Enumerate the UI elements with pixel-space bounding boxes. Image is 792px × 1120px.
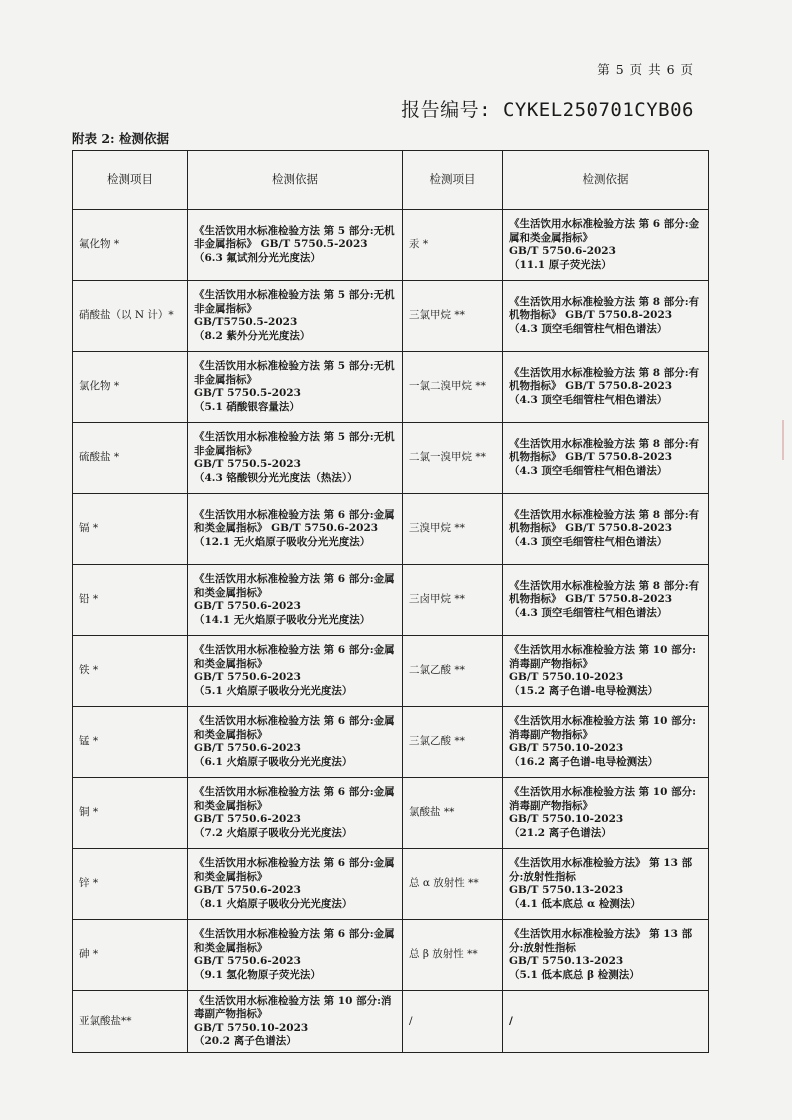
test-item: / xyxy=(403,991,503,1053)
test-basis: 《生活饮用水标准检验方法 第 5 部分:无机非金属指标》 GB/T 5750.5-2023 （5.1 硝酸银容量法） xyxy=(188,352,403,423)
test-basis: 《生活饮用水标准检验方法 第 10 部分:消毒副产物指标》 GB/T 5750.10-2023 （21.2 离子色谱法） xyxy=(503,778,709,849)
test-basis: 《生活饮用水标准检验方法 第 6 部分:金属和类金属指标》 GB/T 5750.6-2023 （14.1 无火焰原子吸收分光光度法） xyxy=(188,565,403,636)
test-item: 一氯二溴甲烷 ** xyxy=(403,352,503,423)
test-item: 氯酸盐 ** xyxy=(403,778,503,849)
report-number: 报告编号: CYKEL250701CYB06 xyxy=(401,99,694,121)
test-basis-table xyxy=(72,150,709,1053)
test-basis: 《生活饮用水标准检验方法 第 10 部分:消毒副产物指标》 GB/T 5750.10-2023 （20.2 离子色谱法） xyxy=(188,991,403,1053)
test-item: 铅 * xyxy=(73,565,188,636)
test-item: 氟化物 * xyxy=(73,210,188,281)
test-item: 铜 * xyxy=(73,778,188,849)
test-item: 三溴甲烷 ** xyxy=(403,494,503,565)
test-item: 二氯一溴甲烷 ** xyxy=(403,423,503,494)
header-test-item-1: 检测项目 xyxy=(73,151,188,210)
test-item: 三氯乙酸 ** xyxy=(403,707,503,778)
test-item: 二氯乙酸 ** xyxy=(403,636,503,707)
header-test-basis-1: 检测依据 xyxy=(188,151,403,210)
test-basis: 《生活饮用水标准检验方法 第 8 部分:有机物指标》 GB/T 5750.8-2023 （4.3 顶空毛细管柱气相色谱法） xyxy=(503,494,709,565)
test-basis: 《生活饮用水标准检验方法 第 6 部分:金属和类金属指标》 GB/T 5750.6-2023 （8.1 火焰原子吸收分光光度法） xyxy=(188,849,403,920)
table-caption: 附表 2: 检测依据 xyxy=(72,131,170,146)
test-basis: 《生活饮用水标准检验方法 第 5 部分:无机非金属指标》 GB/T 5750.5-2023 （6.3 氟试剂分光光度法） xyxy=(188,210,403,281)
test-basis: 《生活饮用水标准检验方法 第 6 部分:金属和类金属指标》 GB/T 5750.6-2023 （11.1 原子荧光法） xyxy=(503,210,709,281)
test-item: 硫酸盐 * xyxy=(73,423,188,494)
table-header-row xyxy=(73,151,709,210)
test-item: 总 α 放射性 ** xyxy=(403,849,503,920)
table-row xyxy=(73,849,709,920)
test-item: 氯化物 * xyxy=(73,352,188,423)
header-test-basis-2: 检测依据 xyxy=(503,151,709,210)
test-basis: 《生活饮用水标准检验方法 第 8 部分:有机物指标》 GB/T 5750.8-2023 （4.3 顶空毛细管柱气相色谱法） xyxy=(503,352,709,423)
table-row xyxy=(73,423,709,494)
test-basis: 《生活饮用水标准检验方法 第 5 部分:无机非金属指标》 GB/T5750.5-2023 （8.2 紫外分光光度法） xyxy=(188,281,403,352)
table-row xyxy=(73,778,709,849)
test-item: 铁 * xyxy=(73,636,188,707)
test-basis: 《生活饮用水标准检验方法 第 10 部分:消毒副产物指标》 GB/T 5750.10-2023 （15.2 离子色谱-电导检测法） xyxy=(503,636,709,707)
table-row xyxy=(73,352,709,423)
table-row xyxy=(73,565,709,636)
test-basis: 《生活饮用水标准检验方法 第 8 部分:有机物指标》 GB/T 5750.8-2023 （4.3 顶空毛细管柱气相色谱法） xyxy=(503,281,709,352)
table-row xyxy=(73,920,709,991)
seal-edge-mark xyxy=(768,420,784,460)
test-basis: 《生活饮用水标准检验方法》 第 13 部分:放射性指标 GB/T 5750.13-2023 （4.1 低本底总 α 检测法） xyxy=(503,849,709,920)
test-basis: 《生活饮用水标准检验方法 第 6 部分:金属和类金属指标》 GB/T 5750.6-2023 （12.1 无火焰原子吸收分光光度法） xyxy=(188,494,403,565)
test-item: 三氯甲烷 ** xyxy=(403,281,503,352)
test-item: 亚氯酸盐** xyxy=(73,991,188,1053)
test-basis: 《生活饮用水标准检验方法 第 6 部分:金属和类金属指标》 GB/T 5750.6-2023 （5.1 火焰原子吸收分光光度法） xyxy=(188,636,403,707)
header-test-item-2: 检测项目 xyxy=(403,151,503,210)
table-row xyxy=(73,494,709,565)
test-basis: 《生活饮用水标准检验方法 第 6 部分:金属和类金属指标》 GB/T 5750.6-2023 （7.2 火焰原子吸收分光光度法） xyxy=(188,778,403,849)
page-number: 第 5 页 共 6 页 xyxy=(597,62,694,77)
test-item: 三卤甲烷 ** xyxy=(403,565,503,636)
table-row xyxy=(73,991,709,1053)
test-item: 汞 * xyxy=(403,210,503,281)
test-basis: 《生活饮用水标准检验方法 第 6 部分:金属和类金属指标》 GB/T 5750.6-2023 （6.1 火焰原子吸收分光光度法） xyxy=(188,707,403,778)
test-basis: 《生活饮用水标准检验方法 第 8 部分:有机物指标》 GB/T 5750.8-2023 （4.3 顶空毛细管柱气相色谱法） xyxy=(503,423,709,494)
test-item: 砷 * xyxy=(73,920,188,991)
test-item: 锰 * xyxy=(73,707,188,778)
test-basis: / xyxy=(503,991,709,1053)
table-row xyxy=(73,636,709,707)
test-item: 总 β 放射性 ** xyxy=(403,920,503,991)
test-basis: 《生活饮用水标准检验方法 第 5 部分:无机非金属指标》 GB/T 5750.5-2023 （4.3 铬酸钡分光光度法（热法）） xyxy=(188,423,403,494)
test-basis: 《生活饮用水标准检验方法 第 10 部分:消毒副产物指标》 GB/T 5750.10-2023 （16.2 离子色谱-电导检测法） xyxy=(503,707,709,778)
test-item: 锌 * xyxy=(73,849,188,920)
table-row xyxy=(73,281,709,352)
test-basis: 《生活饮用水标准检验方法 第 6 部分:金属和类金属指标》 GB/T 5750.6-2023 （9.1 氢化物原子荧光法） xyxy=(188,920,403,991)
test-basis: 《生活饮用水标准检验方法》 第 13 部分:放射性指标 GB/T 5750.13-2023 （5.1 低本底总 β 检测法） xyxy=(503,920,709,991)
test-item: 硝酸盐（以 N 计）* xyxy=(73,281,188,352)
table-row xyxy=(73,210,709,281)
table-row xyxy=(73,707,709,778)
test-basis: 《生活饮用水标准检验方法 第 8 部分:有机物指标》 GB/T 5750.8-2023 （4.3 顶空毛细管柱气相色谱法） xyxy=(503,565,709,636)
test-item: 镉 * xyxy=(73,494,188,565)
